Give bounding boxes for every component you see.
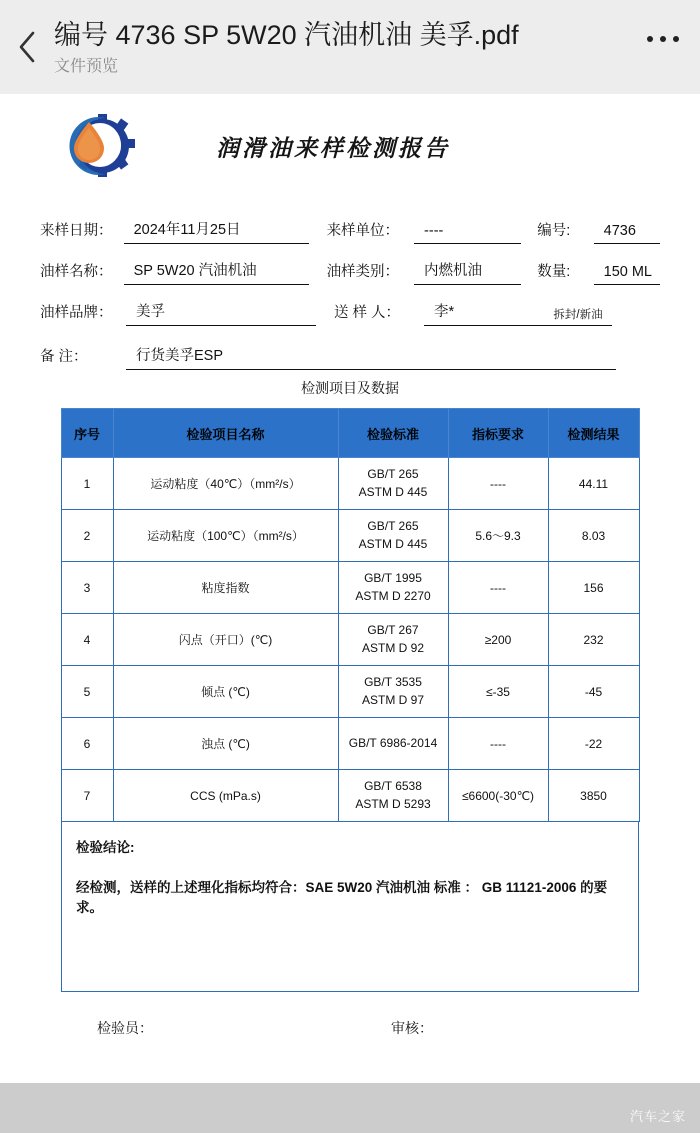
cell-no: 4 [61,614,113,666]
table-header-row [61,409,639,458]
form-row-oil-name [40,244,660,285]
cell-result: 8.03 [548,510,639,562]
conclusion-heading: 检验结论: [76,840,135,855]
cell-standard [338,562,448,614]
brand-value: 美孚 [126,300,316,326]
cell-result: 156 [548,562,639,614]
table-row [61,770,639,822]
standard-line-2: ASTM D 97 [361,692,424,707]
form-row-brand [40,285,660,326]
standard-line-1: GB/T 265 [367,467,419,482]
report-title: 润滑油来样检测报告 [216,135,450,162]
bottom-band [0,1083,700,1133]
cell-standard [338,614,448,666]
table-row [61,562,639,614]
cell-item: CCS (mPa.s) [113,770,338,822]
cell-result: 232 [548,614,639,666]
cell-item: 运动粘度（100℃）（mm²/s） [113,510,338,562]
form-row-date [40,203,660,244]
cell-no: 6 [61,718,113,770]
cell-no: 5 [61,666,113,718]
cell-standard [338,458,448,510]
cell-standard [338,718,448,770]
cell-result: -22 [548,718,639,770]
app-bar-titles [54,0,626,76]
standard-line-1: GB/T 265 [367,519,419,534]
cell-no: 3 [61,562,113,614]
cell-requirement: ---- [448,718,548,770]
oil-name-value: SP 5W20 汽油机油 [124,259,309,285]
conclusion-box [61,822,639,992]
conclusion-text: 经检测，送样的上述理化指标均符合：SAE 5W20 汽油机油 标准 ： GB 11121-2006 的要求。 [76,880,608,916]
remark-label: 备 注： [40,349,88,365]
sender-value: 李* [424,300,544,326]
signature-row [61,1018,639,1038]
cell-no: 2 [61,510,113,562]
quantity-label: 数量: [537,264,571,280]
sample-unit-label: 来样单位： [326,223,400,239]
document-preview [0,94,700,1083]
column-header-result: 检测结果 [548,409,639,458]
page-subtitle: 文件预览 [54,58,119,76]
sample-date-value: 2024年11月25日 [124,218,309,244]
cell-requirement: ≥200 [448,614,548,666]
quantity-value: 150 ML [594,264,660,285]
sample-unit-value: ---- [414,223,521,244]
cell-requirement: ≤6600(-30℃) [448,770,548,822]
standard-line-1: GB/T 6986-2014 [348,735,438,750]
watermark: 汽车之家 [629,1109,686,1124]
app-bar [0,0,700,94]
cell-requirement: ≤-35 [448,666,548,718]
back-button[interactable] [0,0,54,94]
column-header-standard: 检验标准 [338,409,448,458]
sender-label: 送 样 人： [334,305,401,321]
standard-line-2: ASTM D 5293 [355,796,431,811]
standard-line-2: ASTM D 2270 [355,588,431,603]
report-number-value: 4736 [594,223,660,244]
table-row [61,614,639,666]
cell-standard [338,770,448,822]
cell-standard [338,666,448,718]
cell-requirement: 5.6～9.3 [448,510,548,562]
document-header [40,94,660,189]
inspector-label: 检验员： [97,1020,153,1036]
cell-result: -45 [548,666,639,718]
cell-result: 3850 [548,770,639,822]
cell-item: 闪点（开口）(℃) [113,614,338,666]
chevron-left-icon [16,30,38,64]
column-header-requirement: 指标要求 [448,409,548,458]
cell-item: 倾点 (℃) [113,666,338,718]
table-row [61,718,639,770]
reviewer-label: 审核： [391,1020,433,1036]
standard-line-1: GB/T 1995 [364,571,422,586]
table-body [61,458,639,822]
standard-line-1: GB/T 6538 [364,779,422,794]
remark-value: 行货美孚ESP [126,344,616,370]
standard-line-1: GB/T 267 [367,623,419,638]
sample-date-label: 来样日期： [40,223,113,239]
oil-drop-gear-logo [56,112,140,180]
brand-label: 油样品牌： [40,305,113,321]
report-number-label: 编号: [537,223,571,239]
cell-requirement: ---- [448,458,548,510]
cell-standard [338,510,448,562]
standard-line-1: GB/T 3535 [364,675,422,690]
page-title: 编号 4736 SP 5W20 汽油机油 美孚.pdf [54,20,519,50]
standard-line-2: ASTM D 445 [358,484,428,499]
form-row-remark [40,326,660,370]
column-header-item: 检验项目名称 [113,409,338,458]
standard-line-2: ASTM D 445 [358,536,428,551]
more-options-button[interactable] [626,0,700,94]
test-results-table [61,408,640,822]
cell-item: 运动粘度（40℃）（mm²/s） [113,458,338,510]
table-row [61,458,639,510]
oil-type-value: 内燃机油 [414,259,521,285]
oil-name-label: 油样名称： [40,264,113,280]
table-row [61,510,639,562]
cell-no: 7 [61,770,113,822]
oil-type-label: 油样类别： [326,264,400,280]
cell-item: 浊点 (℃) [113,718,338,770]
more-horizontal-icon [647,36,679,42]
sample-info-form [40,203,660,370]
table-row [61,666,639,718]
cell-no: 1 [61,458,113,510]
cell-result: 44.11 [548,458,639,510]
cell-requirement: ---- [448,562,548,614]
cell-item: 粘度指数 [113,562,338,614]
table-caption: 检测项目及数据 [301,380,399,396]
column-header-no: 序号 [61,409,113,458]
sender-seal-state: 拆封/新油 [544,306,612,326]
standard-line-2: ASTM D 92 [361,640,424,655]
